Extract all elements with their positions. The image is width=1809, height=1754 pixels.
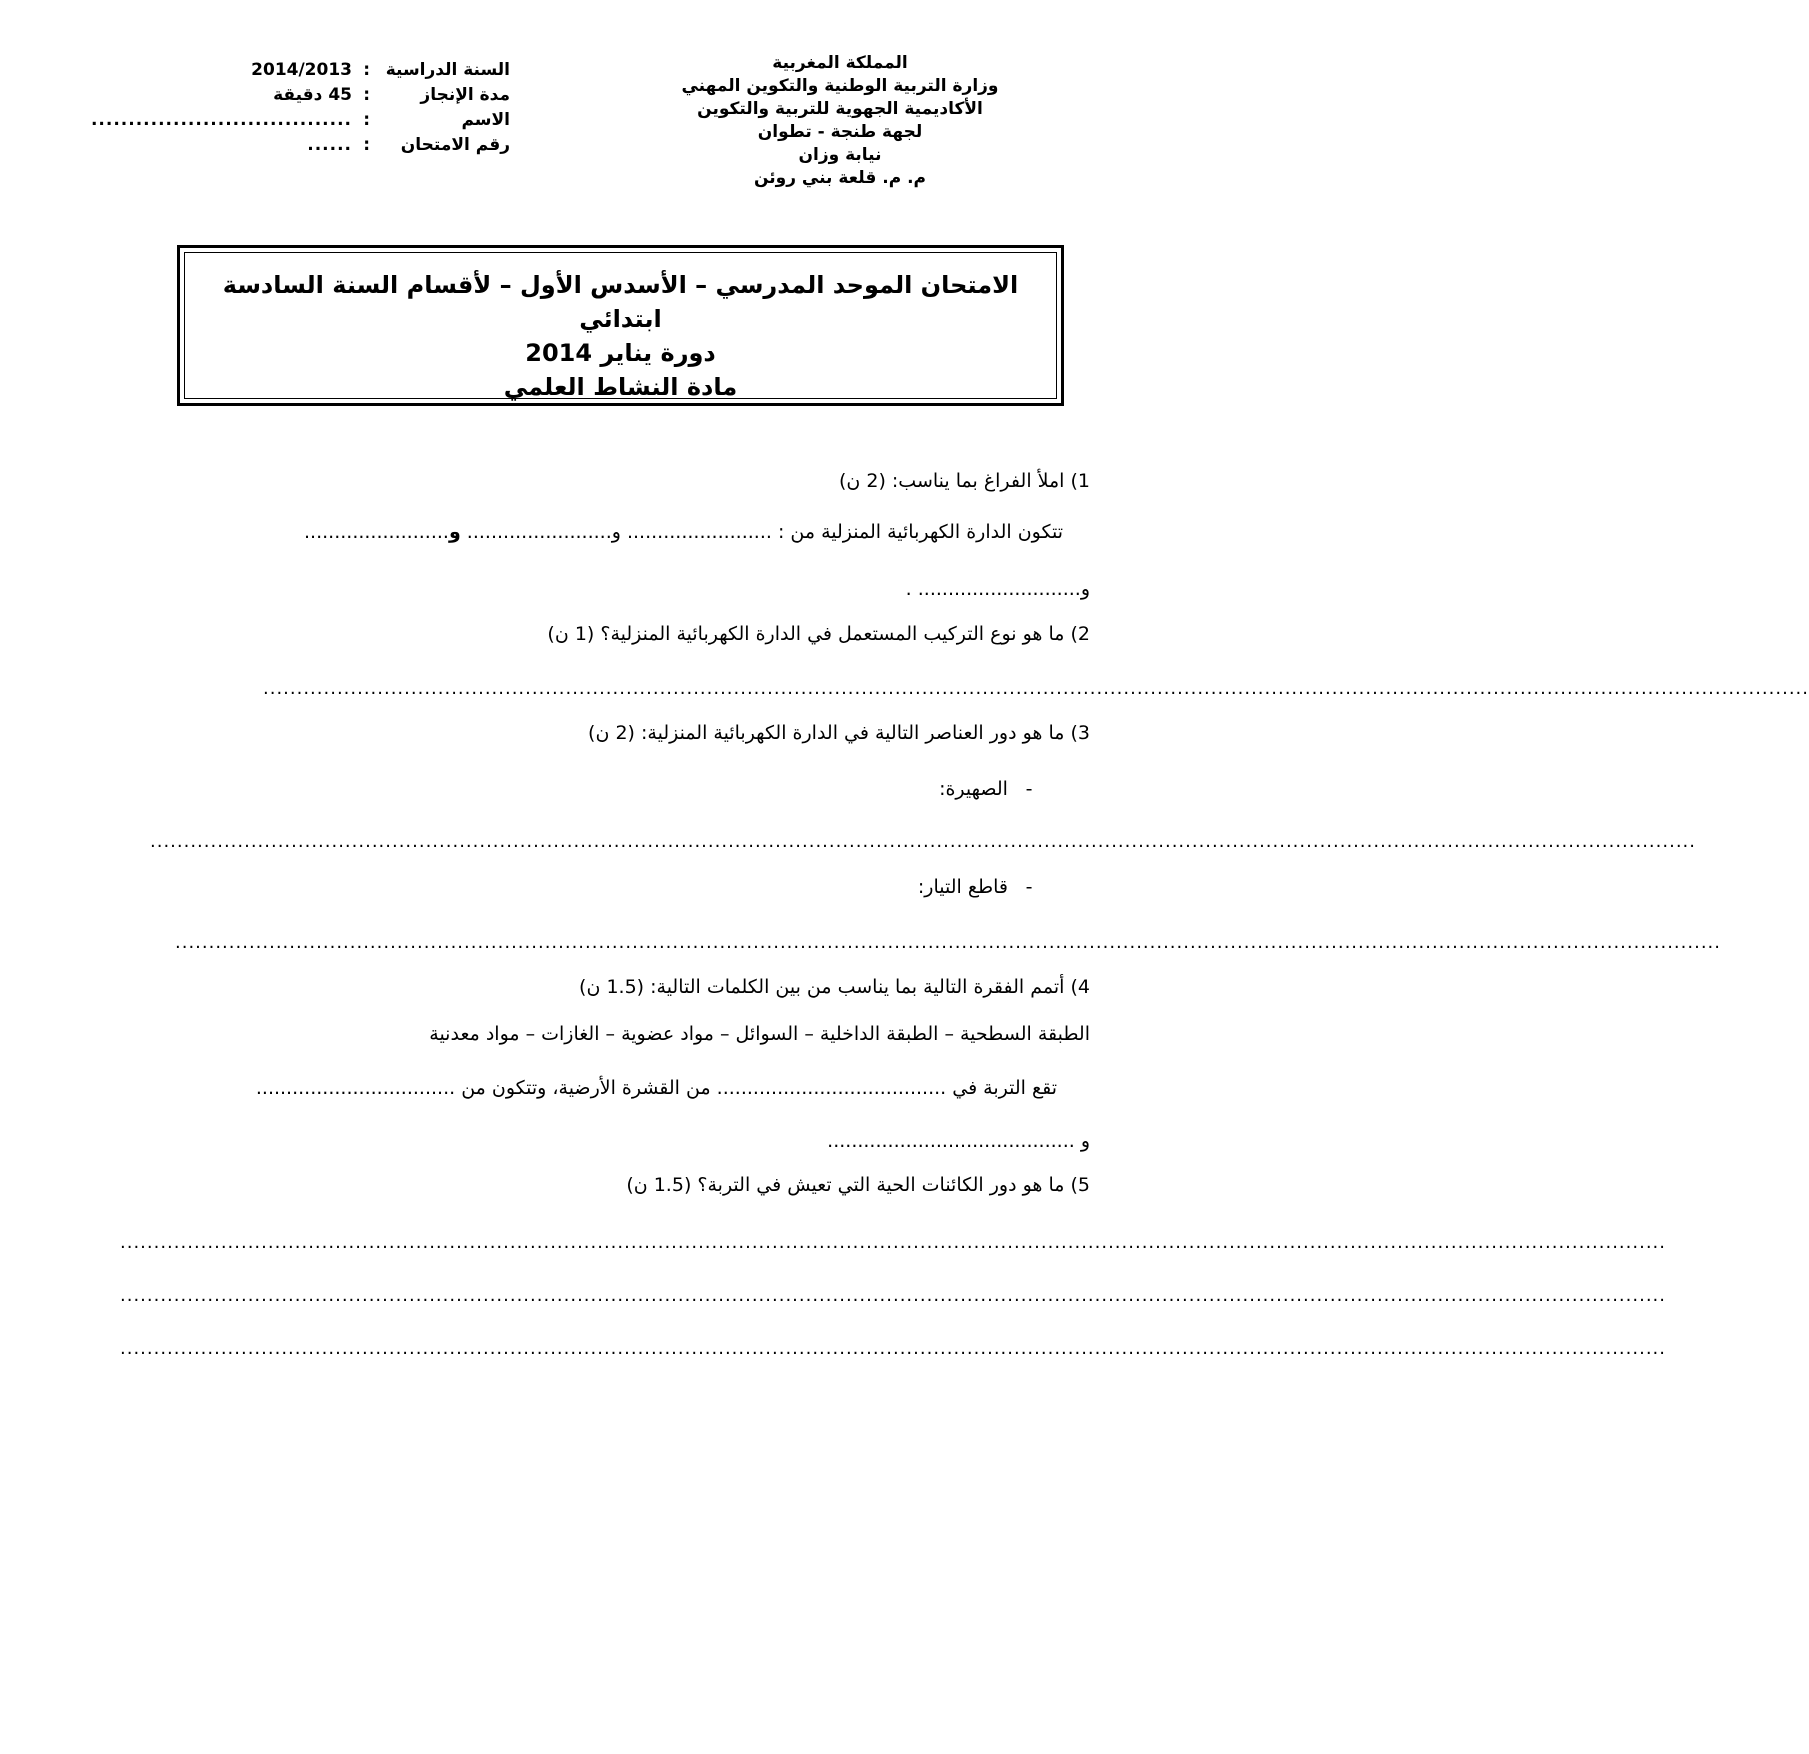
exam-info-name: [90, 110, 510, 135]
number-field[interactable]: ......: [307, 135, 352, 155]
institution-line-school: م. م. قلعة بني روئن: [753, 168, 927, 188]
question-3-item-fuse: [939, 778, 1044, 800]
question-3-item2-answer-line[interactable]: ......................................................................................................................................................................................................................................: [175, 932, 1721, 953]
year-value: 2014/2013: [251, 60, 352, 80]
question-1-text: املأ الفراغ بما يناسب: (2 ن): [838, 470, 1065, 492]
question-1-sentence: [304, 521, 1063, 543]
question-3-number: 3): [1070, 722, 1090, 744]
question-5: [626, 1174, 1090, 1196]
exam-info-duration: [90, 85, 510, 110]
question-2-number: 2): [1070, 623, 1090, 645]
institution-line-academy: الأكاديمية الجهوية للتربية والتكوين: [697, 99, 983, 119]
question-3-item1-dash: -: [1025, 778, 1033, 800]
duration-colon: :: [363, 85, 370, 105]
exam-title: الامتحان الموحد المدرسي – الأسدس الأول – لأقسام السنة السادسة ابتدائي: [222, 271, 1019, 333]
question-1-number: 1): [1070, 470, 1090, 492]
duration-value: 45 دقيقة: [273, 85, 352, 105]
exam-session: دورة يناير 2014: [525, 339, 716, 367]
question-5-answer-line-2[interactable]: ......................................................................................................................................................................................................................................: [120, 1285, 1666, 1306]
exam-subject: مادة النشاط العلمي: [503, 373, 738, 401]
question-5-text: ما هو دور الكائنات الحية التي تعيش في التربة؟ (1.5 ن): [626, 1174, 1065, 1196]
question-3-text: ما هو دور العناصر التالية في الدارة الكهربائية المنزلية: (2 ن): [588, 722, 1065, 744]
question-4: [579, 976, 1090, 998]
question-1-bold-and: و: [448, 521, 461, 543]
question-4-word-bank: الطبقة السطحية – الطبقة الداخلية – السوائل – مواد عضوية – الغازات – مواد معدنية: [429, 1023, 1090, 1045]
question-1-sentence-text[interactable]: تتكون الدارة الكهربائية المنزلية من : ........................ و........................: [460, 521, 1063, 543]
institution-line-ministry: وزارة التربية الوطنية والتكوين المهني: [681, 76, 999, 96]
question-2-answer-line[interactable]: ......................................................................................................................................................................................................................................: [263, 678, 1809, 699]
question-2: [547, 623, 1090, 645]
question-1-sentence-tail[interactable]: ........................: [304, 521, 449, 543]
question-3: [588, 722, 1090, 744]
year-label: السنة الدراسية: [385, 60, 510, 80]
name-colon: :: [363, 110, 370, 130]
question-4-sentence[interactable]: تقع التربة في ...................................... من القشرة الأرضية، وتتكون من .................................: [255, 1077, 1057, 1099]
question-2-text: ما هو نوع التركيب المستعمل في الدارة الكهربائية المنزلية؟ (1 ن): [547, 623, 1065, 645]
institution-line-region: لجهة طنجة - تطوان: [757, 122, 923, 142]
question-4-number: 4): [1070, 976, 1090, 998]
duration-label: مدة الإنجاز: [420, 85, 510, 105]
question-4-continuation[interactable]: و .........................................: [827, 1130, 1090, 1152]
question-5-answer-line-3[interactable]: ......................................................................................................................................................................................................................................: [120, 1338, 1666, 1359]
year-colon: :: [363, 60, 370, 80]
question-3-item2-label: قاطع التيار:: [917, 876, 1008, 898]
question-3-item-breaker: [918, 876, 1044, 898]
title-box: [177, 245, 1064, 406]
exam-info-year: [90, 60, 510, 85]
title-box-inner: [184, 252, 1057, 399]
question-5-number: 5): [1070, 1174, 1090, 1196]
institution-line-directorate: نيابة وزان: [798, 145, 882, 165]
question-1: [839, 470, 1090, 492]
question-3-item1-label: الصهيرة:: [939, 778, 1008, 800]
number-label: رقم الامتحان: [400, 135, 510, 155]
institution-line-kingdom: المملكة المغربية: [772, 53, 908, 73]
question-3-item1-answer-line[interactable]: ......................................................................................................................................................................................................................................: [150, 831, 1696, 852]
question-1-continuation[interactable]: و........................... .: [905, 578, 1090, 600]
exam-info: [90, 60, 510, 160]
number-colon: :: [363, 135, 370, 155]
question-4-text: أتمم الفقرة التالية بما يناسب من بين الكلمات التالية: (1.5 ن): [579, 976, 1065, 998]
exam-info-number: [90, 135, 510, 160]
institution-header: [630, 52, 1050, 190]
name-label: الاسم: [461, 110, 510, 130]
name-field[interactable]: ...................................: [90, 110, 352, 130]
question-5-answer-line-1[interactable]: ......................................................................................................................................................................................................................................: [120, 1232, 1666, 1253]
question-3-item2-dash: -: [1025, 876, 1033, 898]
